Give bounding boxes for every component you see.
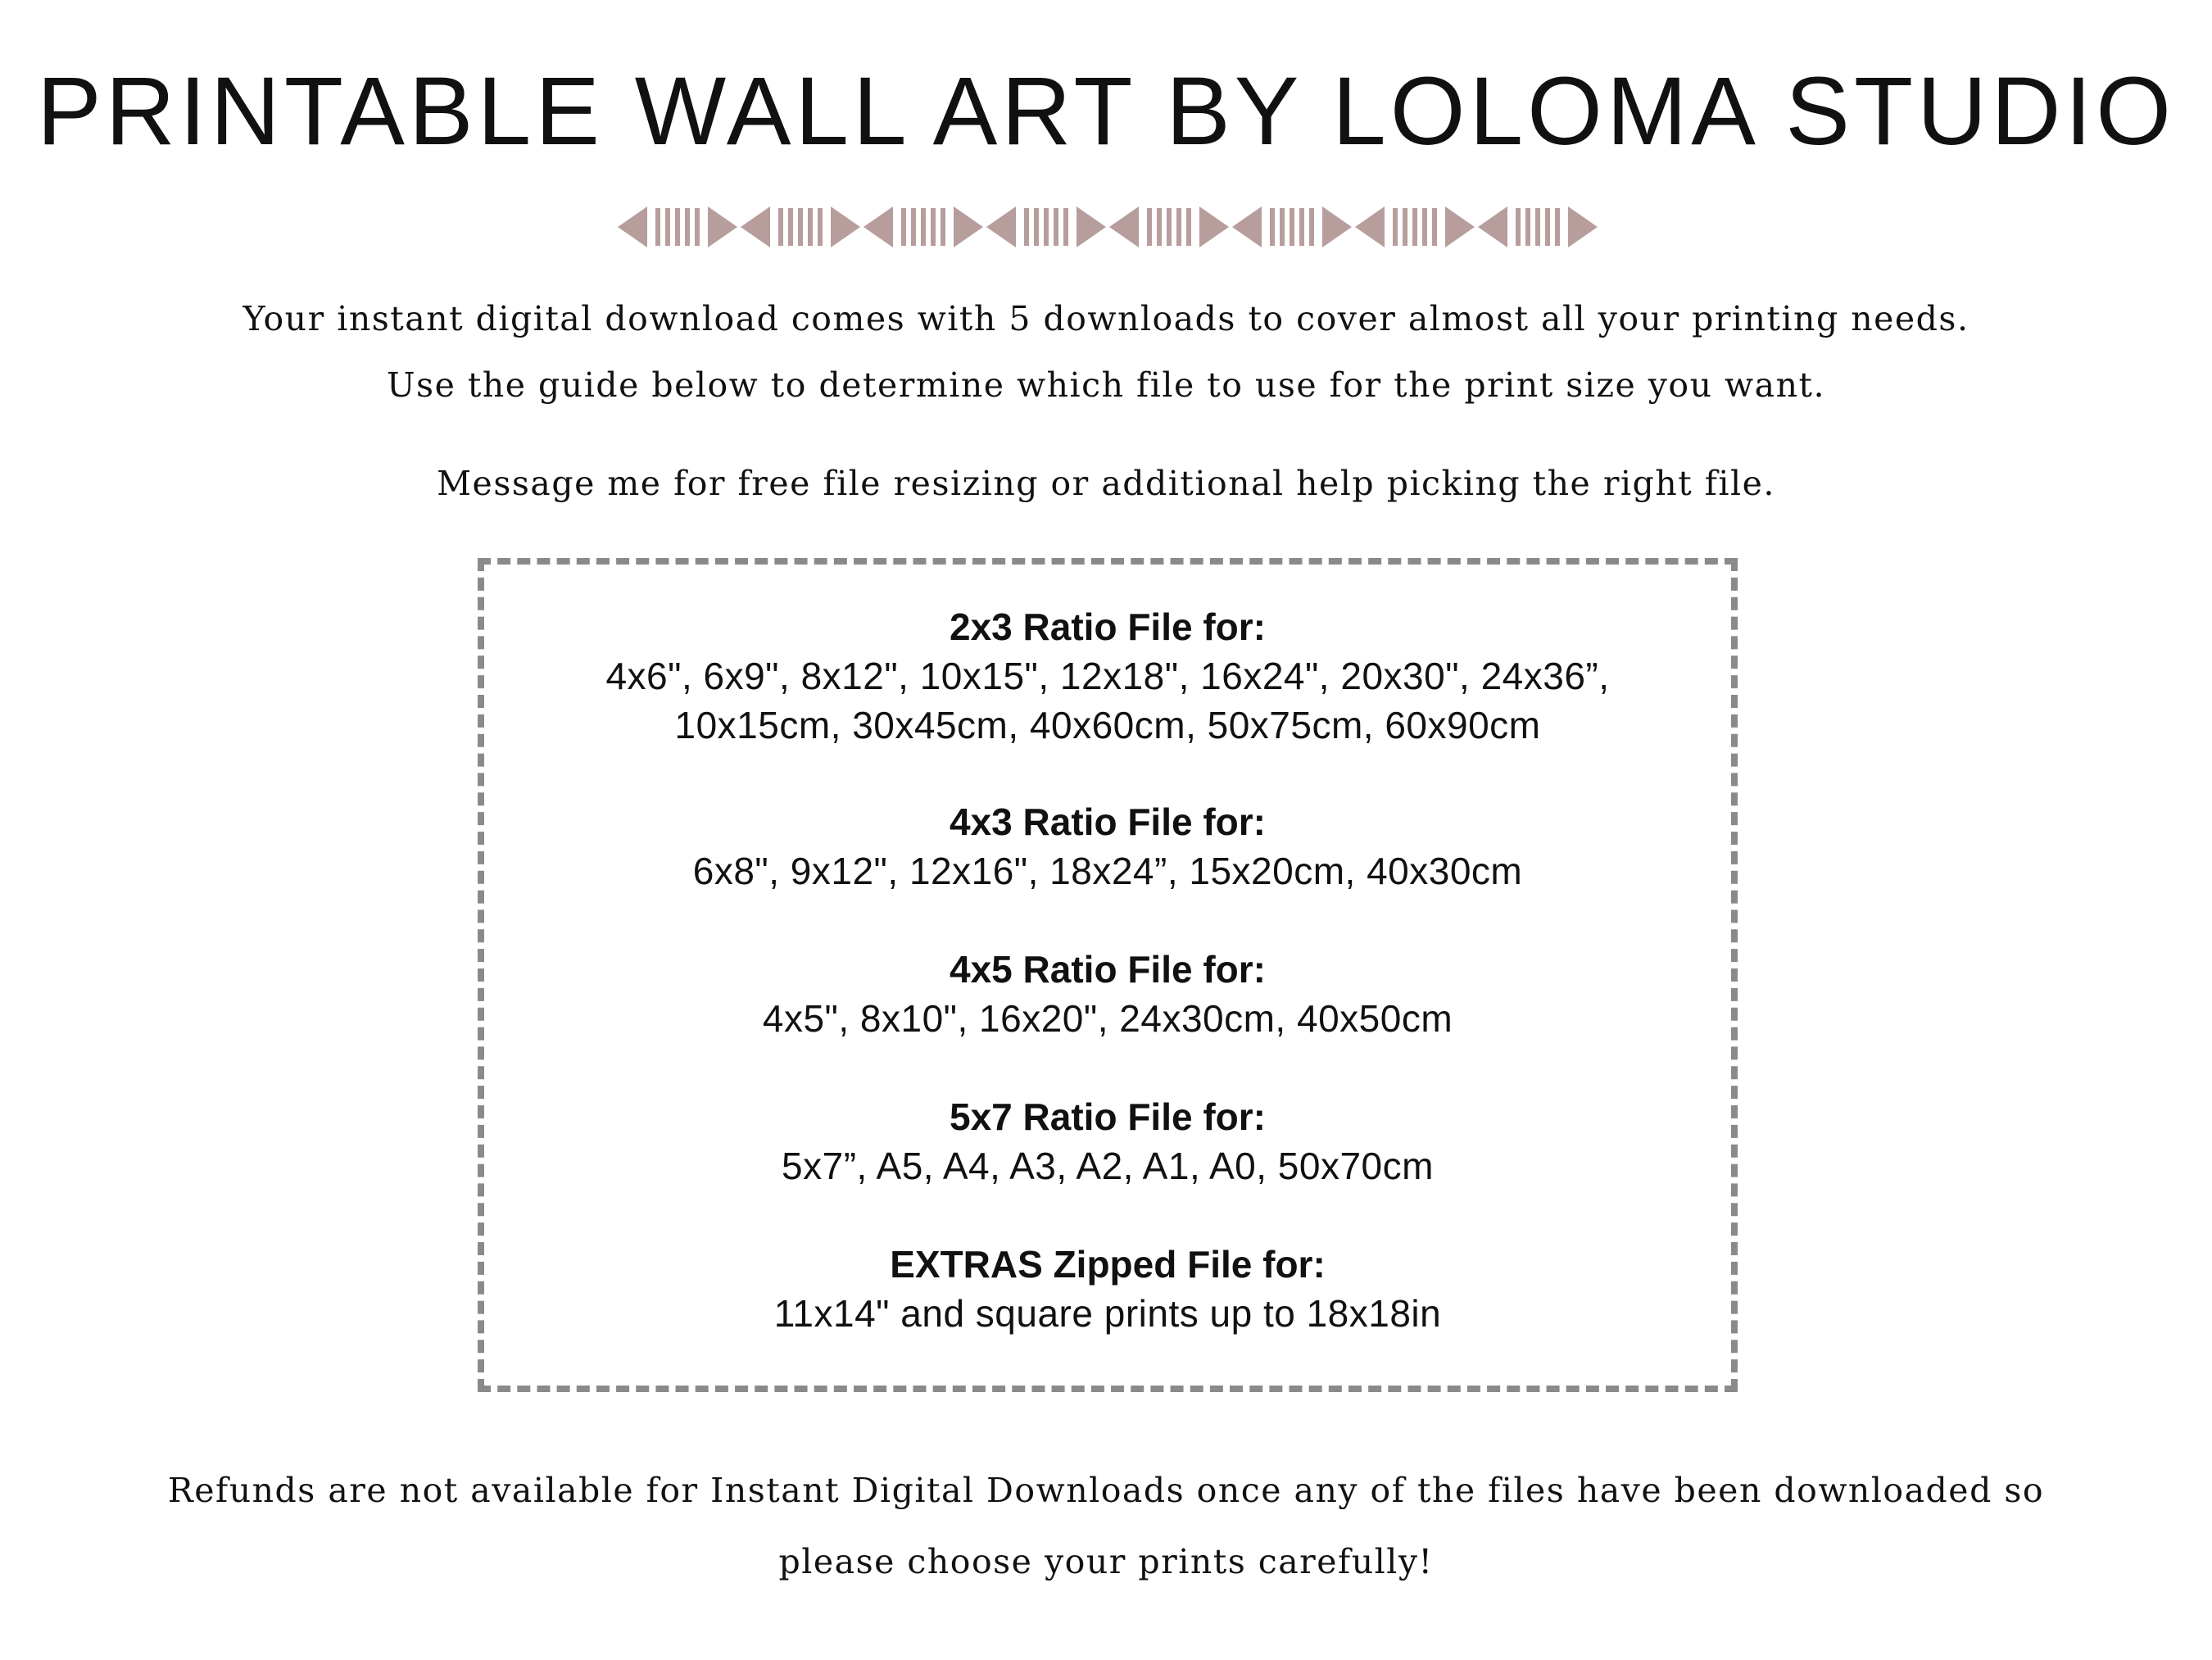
ornament-stripe: [1516, 208, 1521, 246]
ornament-stripe: [1393, 208, 1398, 246]
intro-line-2: Use the guide below to determine which file to use for the print size you want.: [386, 365, 1826, 405]
ornament-stripe: [1024, 208, 1029, 246]
ornament-stripe: [1280, 208, 1285, 246]
ornament-stripe: [665, 208, 670, 246]
intro-line-1: Your instant digital download comes with 5 downloads to cover almost all your printing needs.: [243, 299, 1969, 338]
ratio-sizes-line: 5x7”, A5, A4, A3, A2, A1, A0, 50x70cm: [782, 1145, 1434, 1187]
ornament-stripe: [788, 208, 793, 246]
ratio-heading: 4x5 Ratio File for:: [950, 948, 1266, 991]
ornament-stripe: [1054, 208, 1058, 246]
ornament-stripe: [941, 208, 945, 246]
ornament-right-triangle: [831, 206, 860, 247]
ornament-stripe: [1270, 208, 1275, 246]
ornament-left-triangle: [863, 206, 893, 247]
ornament-stripe: [1545, 208, 1550, 246]
ornament-stripe: [1034, 208, 1039, 246]
ratio-sizes-line: 4x5", 8x10", 16x20", 24x30cm, 40x50cm: [762, 997, 1453, 1040]
ornament-stripe: [1167, 208, 1172, 246]
ornament-stripe: [921, 208, 926, 246]
ornament-stripe: [1535, 208, 1540, 246]
ornament-stripe: [1290, 208, 1294, 246]
ornament-left-triangle: [1478, 206, 1507, 247]
ornament-right-triangle: [1199, 206, 1229, 247]
ornament-stripe: [1147, 208, 1152, 246]
ornament-right-triangle: [1077, 206, 1106, 247]
ornament-left-triangle: [741, 206, 770, 247]
ornament-stripe: [685, 208, 690, 246]
ornament-left-triangle: [1232, 206, 1262, 247]
refund-notice-line-2: please choose your prints carefully!: [778, 1542, 1434, 1581]
ratio-heading: 2x3 Ratio File for:: [950, 605, 1266, 648]
ornament-stripe: [778, 208, 783, 246]
ratio-guide-box: [478, 558, 1738, 1392]
ornament-right-triangle: [954, 206, 983, 247]
ornament-stripe: [1299, 208, 1304, 246]
ratio-sizes-line: 10x15cm, 30x45cm, 40x60cm, 50x75cm, 60x90cm: [674, 704, 1541, 746]
ornament-stripe: [655, 208, 660, 246]
ornament-left-triangle: [1355, 206, 1385, 247]
ornament-left-triangle: [1109, 206, 1139, 247]
ratio-heading: 5x7 Ratio File for:: [950, 1095, 1266, 1138]
page-title: PRINTABLE WALL ART BY LOLOMA STUDIO: [36, 57, 2176, 166]
ornament-stripe: [1555, 208, 1560, 246]
ratio-heading: EXTRAS Zipped File for:: [890, 1243, 1326, 1286]
ornament-stripe: [675, 208, 680, 246]
ratio-group-extras: [484, 1240, 1731, 1338]
ratio-group-4x5: [484, 945, 1731, 1043]
ornament-right-triangle: [1568, 206, 1598, 247]
ornament-stripe: [1309, 208, 1314, 246]
ratio-group-5x7: [484, 1092, 1731, 1191]
ornament-stripe: [808, 208, 813, 246]
ratio-group-4x3: [484, 797, 1731, 896]
ornament-stripe: [911, 208, 916, 246]
ornament-stripe: [1044, 208, 1049, 246]
ornament-right-triangle: [1322, 206, 1352, 247]
ornament-left-triangle: [986, 206, 1016, 247]
ornament-stripe: [1157, 208, 1162, 246]
ornament-stripe: [1186, 208, 1191, 246]
ornament-stripe: [1063, 208, 1068, 246]
ornament-right-triangle: [1445, 206, 1475, 247]
ratio-group-2x3: [484, 602, 1731, 750]
refund-notice-line-1: Refunds are not available for Instant Digital Downloads once any of the files have been downloaded so: [167, 1471, 2045, 1510]
tribal-arrow-border-icon: [618, 203, 1601, 251]
ornament-right-triangle: [708, 206, 737, 247]
ornament-stripe: [818, 208, 823, 246]
ornament-stripe: [798, 208, 803, 246]
ratio-heading: 4x3 Ratio File for:: [950, 801, 1266, 843]
ornament-stripe: [1525, 208, 1530, 246]
ornament-stripe: [1412, 208, 1417, 246]
ornament-stripe: [1403, 208, 1407, 246]
intro-line-3: Message me for free file resizing or additional help picking the right file.: [437, 464, 1775, 503]
ornament-stripe: [1422, 208, 1427, 246]
ornament-stripe: [1432, 208, 1437, 246]
ornament-stripe: [695, 208, 700, 246]
ornament-stripe: [901, 208, 906, 246]
ornament-stripe: [1176, 208, 1181, 246]
ratio-sizes-line: 11x14" and square prints up to 18x18in: [773, 1292, 1442, 1335]
ornament-stripe: [931, 208, 936, 246]
ornament-left-triangle: [618, 206, 647, 247]
ratio-sizes-line: 4x6", 6x9", 8x12", 10x15", 12x18", 16x24", 20x30", 24x36”,: [605, 655, 1610, 697]
ratio-sizes-line: 6x8", 9x12", 12x16", 18x24”, 15x20cm, 40x30cm: [692, 850, 1523, 892]
